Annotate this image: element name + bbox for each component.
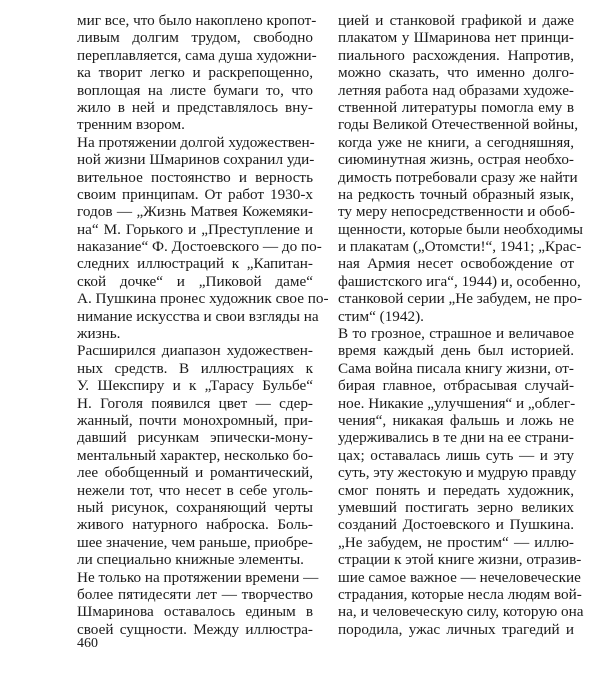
text-line: димость потребовали сразу же найти xyxy=(338,168,578,186)
text-line: плакатом у Шмаринова нет принци- xyxy=(338,29,574,47)
paragraph xyxy=(338,325,584,638)
text-line: ное. Никакие „улучшения“ и „облег- xyxy=(338,394,576,412)
text-line: ный рисунок, сохраняющий черты xyxy=(77,498,313,516)
text-line: удерживались в те дни на ее страни- xyxy=(338,429,574,447)
left-text-column xyxy=(77,12,329,638)
text-line: созданий Достоевского и Пушкина. xyxy=(338,516,574,534)
text-line: ственной литературы помогла ему в xyxy=(338,98,574,116)
text-line: можно сказать, что именно долго- xyxy=(338,64,574,82)
text-line: ли специально книжные элементы. xyxy=(77,551,304,569)
right-text-column xyxy=(338,12,584,638)
paragraph xyxy=(77,12,317,134)
text-line: ная Армия несет освобождение от xyxy=(338,255,574,273)
paragraph xyxy=(77,342,313,568)
text-line: шие самое важное — нечеловеческие xyxy=(338,568,581,586)
page-number: 460 xyxy=(77,636,98,651)
text-line: лее обобщенный и романтический, xyxy=(77,464,313,482)
paragraph xyxy=(77,568,319,639)
text-line: ментальный характер, несколько бо- xyxy=(77,446,314,464)
text-line: Шмаринова оставалось единым в xyxy=(77,603,313,621)
text-line: В то грозное, страшное и величавое xyxy=(338,325,574,343)
text-line: жило в ней и представлялось вну- xyxy=(77,98,313,116)
text-line: ской дочке“ и „Пиковой даме“ xyxy=(77,272,313,290)
text-line: на редкость точный образный язык, xyxy=(338,185,574,203)
text-line: и плакатам („Отомсти!“, 1941; „Крас- xyxy=(338,238,582,256)
text-line: переплавляется, сама душа художни- xyxy=(77,46,317,64)
text-line: ка творит легко и раскрепощенно, xyxy=(77,64,313,82)
text-line: ту меру непосредственности и обоб- xyxy=(338,203,575,221)
text-line: породила, ужас личных трагедий и xyxy=(338,620,574,638)
text-line: стим“ (1942). xyxy=(338,307,424,325)
text-line: смог понять и передать художник, xyxy=(338,481,574,499)
text-line: цах; оставалась лишь суть — и эту xyxy=(338,446,574,464)
text-line: суть, эту жестокую и мудрую правду xyxy=(338,464,577,482)
text-line: своей сущности. Между иллюстра- xyxy=(77,620,313,638)
text-line: нежели тот, что несет в себе уголь- xyxy=(77,481,313,499)
text-line: воплощая на листе бумаги то, что xyxy=(77,81,313,99)
text-line: тренним взором. xyxy=(77,116,185,134)
text-line: время каждый день был историей. xyxy=(338,342,574,360)
paragraph xyxy=(338,12,584,325)
text-line: живого натурного наброска. Боль- xyxy=(77,516,313,534)
text-line: Расширился диапазон художествен- xyxy=(77,342,313,360)
text-line: На протяжении долгой художествен- xyxy=(77,133,315,151)
text-line: миг все, что было накоплено кропот- xyxy=(77,12,317,29)
text-line: умевший постигать зерно великих xyxy=(338,498,574,516)
text-line: более пятидесяти лет — творчество xyxy=(77,585,313,603)
text-line: цией и станковой графикой и даже xyxy=(338,12,574,29)
text-line: сиюминутная жизнь, острая необхо- xyxy=(338,151,574,169)
text-line: ных средств. В иллюстрациях к xyxy=(77,359,313,377)
text-line: ливым долгим трудом, свободно xyxy=(77,29,313,47)
text-line: бирая главное, отбрасывая случай- xyxy=(338,377,574,395)
text-line: давший рисункам эпически-мону- xyxy=(77,429,313,447)
text-line: пиального расхождения. Напротив, xyxy=(338,46,574,64)
text-line: У. Шекспиру и к „Тарасу Бульбе“ xyxy=(77,377,313,395)
paragraph xyxy=(77,133,329,343)
text-line: Не только на протяжении времени — xyxy=(77,568,319,586)
text-line: на, и человеческую силу, которую она xyxy=(338,603,584,621)
text-line: щенности, которые были необходимы xyxy=(338,220,584,238)
text-line: Н. Гоголя появился цвет — сдер- xyxy=(77,394,313,412)
text-line: „Не забудем, не простим“ — иллю- xyxy=(338,533,574,551)
text-line: шее значение, чем раньше, приобре- xyxy=(77,533,313,551)
text-line: годы Великой Отечественной войны, xyxy=(338,116,579,134)
text-line: вительное постоянство и верность xyxy=(77,168,313,186)
text-line: страции к этой книге жизни, отразив- xyxy=(338,551,582,569)
text-line: Сама война писала книгу жизни, от- xyxy=(338,359,574,377)
text-line: станковой серии „Не забудем, не про- xyxy=(338,290,583,308)
text-line: когда уже не книги, а сегодняшняя, xyxy=(338,133,574,151)
text-line: чения“, никакая фальшь и ложь не xyxy=(338,411,574,429)
text-line: на“ М. Горького и „Преступление и xyxy=(77,220,313,238)
text-line: жанный, почти монохромный, при- xyxy=(77,411,313,429)
text-line: ной жизни Шмаринов сохранил уди- xyxy=(77,151,315,169)
text-line: своим принципам. От работ 1930-х xyxy=(77,185,313,203)
text-line: нимание искусства и свои взгляды на xyxy=(77,307,319,325)
text-line: фашистского ига“, 1944) и, особенно, xyxy=(338,272,581,290)
text-line: годов — „Жизнь Матвея Кожемяки- xyxy=(77,203,313,221)
text-line: А. Пушкина пронес художник свое по- xyxy=(77,290,329,308)
text-line: жизнь. xyxy=(77,325,121,343)
text-line: летняя работа над образами художе- xyxy=(338,81,574,99)
text-line: следних иллюстраций к „Капитан- xyxy=(77,255,313,273)
text-line: наказание“ Ф. Достоевского — до по- xyxy=(77,238,322,256)
text-line: страдания, которые несла людям вой- xyxy=(338,585,582,603)
